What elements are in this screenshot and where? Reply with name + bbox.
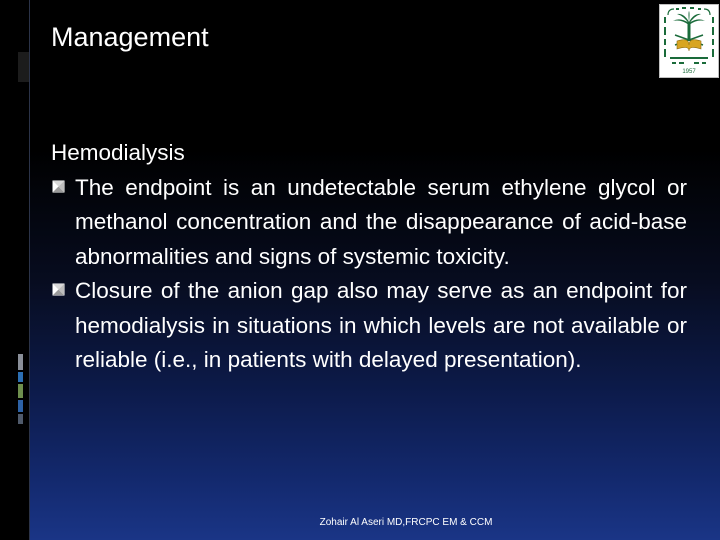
- slide-title: Management: [51, 22, 209, 52]
- decor-square: [18, 414, 23, 424]
- bullet-text: Closure of the anion gap also may serve as an endpoint for hemodialysis in situations in which levels are not available or reliable (i.e., in patients with delayed presentation).: [75, 278, 687, 372]
- footer-credit: Zohair Al Aseri MD,FRCPC EM & CCM: [319, 517, 493, 528]
- university-seal-icon: [659, 4, 719, 78]
- bullet-item: [51, 274, 687, 378]
- bullet-text: The endpoint is an undetectable serum ethylene glycol or methanol concentration and the disappearance of acid-base abnormalities and signs of systemic toxicity.: [75, 174, 687, 269]
- bullet-item: [51, 171, 687, 275]
- decor-square: [18, 52, 29, 82]
- decor-square: [18, 354, 23, 370]
- decor-square: [18, 384, 23, 398]
- decor-square: [18, 372, 23, 382]
- svg-text:1957: 1957: [682, 69, 696, 75]
- content-area: [51, 136, 687, 378]
- section-heading: Hemodialysis: [51, 140, 185, 165]
- decor-square: [18, 400, 23, 412]
- square-bullet-icon: [52, 283, 65, 296]
- left-rule: [29, 0, 30, 540]
- square-bullet-icon: [52, 180, 65, 193]
- university-seal-graphic: [660, 5, 718, 77]
